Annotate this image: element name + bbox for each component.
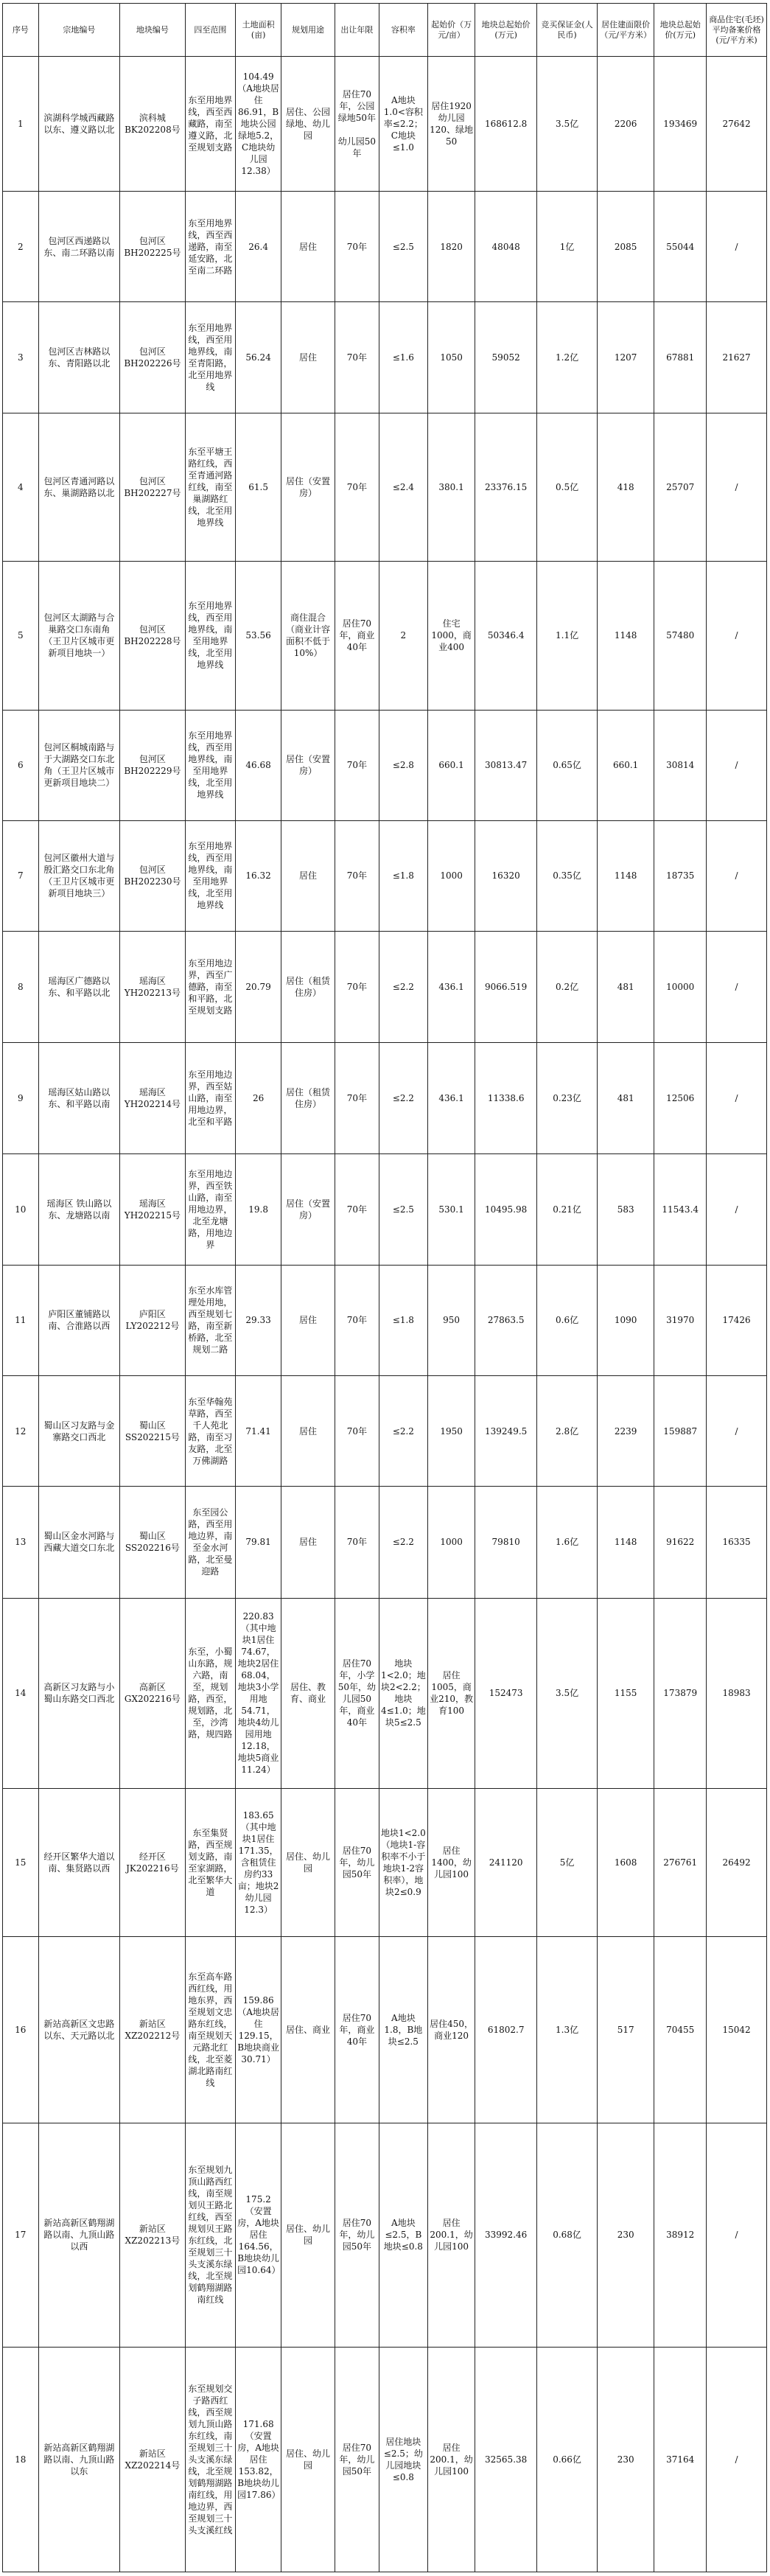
header-cell: 商品住宅(毛坯)平均备案价格(元/平方米) (707, 4, 767, 57)
land-location: 高新区习友路与小蜀山东路交口西北 (38, 1598, 120, 1788)
average-filing-price: / (707, 1043, 767, 1153)
transfer-term: 居住70年，幼儿园50年 (335, 2123, 379, 2348)
land-location: 庐阳区董铺路以南、合淮路以西 (38, 1265, 120, 1375)
price-cap: 230 (597, 2347, 654, 2572)
start-price-per-mu: 居住1920 幼儿园120、绿地50 (428, 57, 475, 192)
boundary-range: 东至规划九顶山路西红线，南至规划贝王路北红线，西至规划贝王路东红线，北至规划三十头支溪东绿线，北至规划鹤翔湖路南红线 (185, 2123, 236, 2348)
table-row (3, 192, 767, 302)
total-start-price: 241120 (475, 1789, 537, 1937)
start-price-per-mu: 1820 (428, 192, 475, 302)
total-start-price-2: 10000 (654, 931, 707, 1042)
transfer-term: 70年 (335, 302, 379, 413)
land-location: 蜀山区金水河路与西藏大道交口东北 (38, 1487, 120, 1598)
land-area: 171.68 （安置房，A地块居住153.82，B地块幼儿园17.86） (236, 2347, 281, 2572)
land-code: 新站区 XZ202214号 (120, 2347, 185, 2572)
land-location: 瑶海区 铁山路以东、龙塘路以南 (38, 1153, 120, 1265)
total-start-price-2: 70455 (654, 1937, 707, 2123)
plot-ratio: A地块1.0<容积率≤2.2；C地块≤1.0 (379, 57, 427, 192)
total-start-price: 59052 (475, 302, 537, 413)
land-auction-table (2, 3, 767, 2572)
total-start-price: 32565.38 (475, 2347, 537, 2572)
header-cell: 四至范围 (185, 4, 236, 57)
transfer-term: 70年 (335, 413, 379, 561)
price-cap: 2239 (597, 1376, 654, 1487)
price-cap: 481 (597, 1043, 654, 1153)
start-price-per-mu: 436.1 (428, 1043, 475, 1153)
table-row (3, 1937, 767, 2123)
land-area: 220.83 （其中地块1居住74.67，地块2居住68.04，地块3小学用地54.71，地块4幼儿园用地12.18，地块5商业11.24） (236, 1598, 281, 1788)
planned-use: 居住（租赁住房） (281, 1043, 335, 1153)
plot-ratio: ≤2.2 (379, 1487, 427, 1598)
table-row (3, 57, 767, 192)
land-location: 包河区桐城南路与于大湖路交口东北角（王卫片区城市更新项目地块二） (38, 710, 120, 820)
planned-use: 居住 (281, 192, 335, 302)
row-number: 10 (3, 1153, 39, 1265)
start-price-per-mu: 居住200.1，幼儿园100 (428, 2347, 475, 2572)
plot-ratio: ≤1.8 (379, 1265, 427, 1375)
average-filing-price: 21627 (707, 302, 767, 413)
start-price-per-mu: 居住1400，幼儿园100 (428, 1789, 475, 1937)
land-location: 新站高新区鹤翔湖路以南、九顶山路以东 (38, 2347, 120, 2572)
land-location: 包河区青通河路以东、巢湖路路以北 (38, 413, 120, 561)
plot-ratio: ≤2.2 (379, 1376, 427, 1487)
planned-use: 居住、幼儿园 (281, 2347, 335, 2572)
land-location: 新站高新区鹤翔湖路以南、九顶山路以西 (38, 2123, 120, 2348)
bid-deposit: 1亿 (537, 192, 598, 302)
total-start-price-2: 11543.4 (654, 1153, 707, 1265)
price-cap: 1207 (597, 302, 654, 413)
land-location: 新站高新区文忠路以东、天元路以北 (38, 1937, 120, 2123)
land-location: 包河区徽州大道与殷汇路交口东北角（王卫片区城市更新项目地块三） (38, 820, 120, 931)
planned-use: 居住（安置房） (281, 710, 335, 820)
land-location: 瑶海区姑山路以东、和平路以南 (38, 1043, 120, 1153)
land-code: 经开区 JK202216号 (120, 1789, 185, 1937)
planned-use: 居住（安置房） (281, 413, 335, 561)
header-cell: 地块编号 (120, 4, 185, 57)
transfer-term: 70年 (335, 192, 379, 302)
bid-deposit: 3.5亿 (537, 57, 598, 192)
row-number: 18 (3, 2347, 39, 2572)
bid-deposit: 1.2亿 (537, 302, 598, 413)
boundary-range: 东至用地界线，西至西藏路，南至遵义路，北至规划支路 (185, 57, 236, 192)
average-filing-price: / (707, 192, 767, 302)
total-start-price-2: 276761 (654, 1789, 707, 1937)
planned-use: 居住、教育、商业 (281, 1598, 335, 1788)
row-number: 8 (3, 931, 39, 1042)
land-location: 包河区吉林路以东、青阳路以北 (38, 302, 120, 413)
plot-ratio: 地块1<2.0；地块2<2.2；地块4≤1.0；地块5≤2.5 (379, 1598, 427, 1788)
bid-deposit: 2.8亿 (537, 1376, 598, 1487)
table-row (3, 1789, 767, 1937)
land-code: 包河区 BH202227号 (120, 413, 185, 561)
planned-use: 居住 (281, 302, 335, 413)
row-number: 1 (3, 57, 39, 192)
land-code: 瑶海区 YH202215号 (120, 1153, 185, 1265)
average-filing-price: / (707, 820, 767, 931)
table-body (3, 57, 767, 2572)
header-cell: 序号 (3, 4, 39, 57)
boundary-range: 东至用地边界，西至铁山路，南至用地边界，北至龙塘路，用地边界 (185, 1153, 236, 1265)
transfer-term: 居住70年，公园绿地50年 幼儿园50年 (335, 57, 379, 192)
row-number: 9 (3, 1043, 39, 1153)
land-code: 包河区 BH202230号 (120, 820, 185, 931)
transfer-term: 居住70年，幼儿园50年 (335, 1789, 379, 1937)
bid-deposit: 0.6亿 (537, 1265, 598, 1375)
land-area: 26 (236, 1043, 281, 1153)
transfer-term: 70年 (335, 931, 379, 1042)
planned-use: 居住、商业 (281, 1937, 335, 2123)
header-cell: 地块总起始价(万元) (654, 4, 707, 57)
header-cell: 居住建面限价（元/平方米） (597, 4, 654, 57)
table-row (3, 931, 767, 1042)
bid-deposit: 0.66亿 (537, 2347, 598, 2572)
average-filing-price: / (707, 1376, 767, 1487)
boundary-range: 东至规划交子路西红线，西至规划九顶山路东红线，南至规划三十头支溪东绿线，北至规划鹤翔湖路南红线，用地边界，西至规划三十头支溪红线 (185, 2347, 236, 2572)
average-filing-price: 17426 (707, 1265, 767, 1375)
total-start-price: 33992.46 (475, 2123, 537, 2348)
row-number: 13 (3, 1487, 39, 1598)
total-start-price-2: 193469 (654, 57, 707, 192)
planned-use: 商住混合（商业计容面积不低于10%） (281, 562, 335, 710)
boundary-range: 东至平塘王路红线，西至青通河路红线，南至巢湖路红线，北至用地界线 (185, 413, 236, 561)
transfer-term: 居住70年，商业40年 (335, 562, 379, 710)
price-cap: 481 (597, 931, 654, 1042)
plot-ratio: ≤2.5 (379, 1153, 427, 1265)
start-price-per-mu: 1000 (428, 820, 475, 931)
plot-ratio: 居住地块≤2.5；幼儿园地块≤0.8 (379, 2347, 427, 2572)
row-number: 11 (3, 1265, 39, 1375)
header-cell: 宗地编号 (38, 4, 120, 57)
row-number: 17 (3, 2123, 39, 2348)
row-number: 3 (3, 302, 39, 413)
total-start-price: 48048 (475, 192, 537, 302)
boundary-range: 东至用地边界，西至姑山路，南至用地边界，北至和平路 (185, 1043, 236, 1153)
plot-ratio: ≤2.8 (379, 710, 427, 820)
land-code: 包河区 BH202229号 (120, 710, 185, 820)
bid-deposit: 5亿 (537, 1789, 598, 1937)
total-start-price-2: 159887 (654, 1376, 707, 1487)
boundary-range: 东至用地界线，西至用地界线，南至用地界线，北至用地界线 (185, 562, 236, 710)
planned-use: 居住（安置房） (281, 1153, 335, 1265)
transfer-term: 居住70年，商业40年 (335, 1937, 379, 2123)
planned-use: 居住（租赁住房） (281, 931, 335, 1042)
plot-ratio: 地块1<2.0（地块1-容积率不小于地块1-2容积率），地块2≤0.9 (379, 1789, 427, 1937)
total-start-price: 30813.47 (475, 710, 537, 820)
transfer-term: 70年 (335, 710, 379, 820)
average-filing-price: / (707, 2123, 767, 2348)
price-cap: 1148 (597, 1487, 654, 1598)
land-area: 20.79 (236, 931, 281, 1042)
bid-deposit: 0.2亿 (537, 931, 598, 1042)
land-code: 庐阳区 LY202212号 (120, 1265, 185, 1375)
header-cell: 规划用途 (281, 4, 335, 57)
total-start-price: 27863.5 (475, 1265, 537, 1375)
table-row (3, 562, 767, 710)
land-area: 175.2 （安置房，A地块居住164.56，B地块幼儿园10.64） (236, 2123, 281, 2348)
total-start-price-2: 91622 (654, 1487, 707, 1598)
planned-use: 居住 (281, 1376, 335, 1487)
land-code: 包河区 BH202225号 (120, 192, 185, 302)
land-location: 瑶海区广德路以东、和平路以北 (38, 931, 120, 1042)
land-code: 高新区 GX202216号 (120, 1598, 185, 1788)
transfer-term: 70年 (335, 1153, 379, 1265)
boundary-range: 东至园公路，西至用地边界，南至金水河路，北至曼迎路 (185, 1487, 236, 1598)
table-row (3, 413, 767, 561)
header-cell: 出让年限 (335, 4, 379, 57)
price-cap: 1608 (597, 1789, 654, 1937)
transfer-term: 70年 (335, 820, 379, 931)
bid-deposit: 1.6亿 (537, 1487, 598, 1598)
total-start-price: 50346.4 (475, 562, 537, 710)
total-start-price-2: 12506 (654, 1043, 707, 1153)
average-filing-price: / (707, 931, 767, 1042)
land-area: 104.49 （A地块居住86.91，B地块公园绿地5.2，C地块幼儿园12.38） (236, 57, 281, 192)
planned-use: 居住、幼儿园 (281, 2123, 335, 2348)
bid-deposit: 0.68亿 (537, 2123, 598, 2348)
land-area: 159.86 （A地块居住129.15，B地块商业30.71） (236, 1937, 281, 2123)
bid-deposit: 0.23亿 (537, 1043, 598, 1153)
table-row (3, 1153, 767, 1265)
bid-deposit: 1.1亿 (537, 562, 598, 710)
price-cap: 1148 (597, 562, 654, 710)
boundary-range: 东至高车路西红线，用地东界，西至规划文忠路东红线，南至规划天元路北红线，北至菱湖北路南红线 (185, 1937, 236, 2123)
planned-use: 居住 (281, 1265, 335, 1375)
average-filing-price: / (707, 710, 767, 820)
land-area: 61.5 (236, 413, 281, 561)
row-number: 15 (3, 1789, 39, 1937)
bid-deposit: 0.5亿 (537, 413, 598, 561)
planned-use: 居住、幼儿园 (281, 1789, 335, 1937)
land-area: 16.32 (236, 820, 281, 931)
start-price-per-mu: 530.1 (428, 1153, 475, 1265)
plot-ratio: ≤1.6 (379, 302, 427, 413)
average-filing-price: / (707, 2347, 767, 2572)
bid-deposit: 1.3亿 (537, 1937, 598, 2123)
boundary-range: 东至水库管理处用地，西至规划七路，南至新桥路，北至规划二路 (185, 1265, 236, 1375)
row-number: 7 (3, 820, 39, 931)
land-code: 包河区 BH202226号 (120, 302, 185, 413)
header-cell: 容积率 (379, 4, 427, 57)
boundary-range: 东至华翰苑草路，西至千人苑北路，南至习友路，北至万佛湖路 (185, 1376, 236, 1487)
average-filing-price: 15042 (707, 1937, 767, 2123)
plot-ratio: ≤2.2 (379, 1043, 427, 1153)
table-row (3, 2347, 767, 2572)
total-start-price: 11338.6 (475, 1043, 537, 1153)
row-number: 12 (3, 1376, 39, 1487)
bid-deposit: 0.35亿 (537, 820, 598, 931)
bid-deposit: 0.21亿 (537, 1153, 598, 1265)
total-start-price-2: 37164 (654, 2347, 707, 2572)
table-row (3, 302, 767, 413)
table-row (3, 820, 767, 931)
plot-ratio: ≤2.4 (379, 413, 427, 561)
land-area: 53.56 (236, 562, 281, 710)
header-cell: 地块总起始价(万元) (475, 4, 537, 57)
start-price-per-mu: 436.1 (428, 931, 475, 1042)
land-area: 19.8 (236, 1153, 281, 1265)
header-cell: 起始价（万元/亩） (428, 4, 475, 57)
planned-use: 居住 (281, 1487, 335, 1598)
start-price-per-mu: 居住200.1，幼儿园100 (428, 2123, 475, 2348)
start-price-per-mu: 1000 (428, 1487, 475, 1598)
price-cap: 418 (597, 413, 654, 561)
table-row (3, 1043, 767, 1153)
total-start-price: 9066.519 (475, 931, 537, 1042)
average-filing-price: 18983 (707, 1598, 767, 1788)
plot-ratio: 2 (379, 562, 427, 710)
boundary-range: 东至，小蜀山东路，规六路，南至，规划路，西至，规划路，北至，沙湾路，规四路 (185, 1598, 236, 1788)
land-code: 滨科城 BK202208号 (120, 57, 185, 192)
plot-ratio: A地块≤2.5，B地块≤0.8 (379, 2123, 427, 2348)
total-start-price-2: 67881 (654, 302, 707, 413)
start-price-per-mu: 居住450，商业120 (428, 1937, 475, 2123)
bid-deposit: 0.65亿 (537, 710, 598, 820)
transfer-term: 居住70年，幼儿园50年 (335, 2347, 379, 2572)
header-cell: 土地面积(亩) (236, 4, 281, 57)
land-area: 56.24 (236, 302, 281, 413)
average-filing-price: 16335 (707, 1487, 767, 1598)
header-cell: 竞买保证金(人民币) (537, 4, 598, 57)
land-location: 滨湖科学城西藏路以东、遵义路以北 (38, 57, 120, 192)
average-filing-price: / (707, 413, 767, 561)
price-cap: 517 (597, 1937, 654, 2123)
total-start-price: 79810 (475, 1487, 537, 1598)
start-price-per-mu: 380.1 (428, 413, 475, 561)
transfer-term: 居住70年，小学50年，幼儿园50年，商业40年 (335, 1598, 379, 1788)
boundary-range: 东至集贤路，西至规划支路，南至家湖路，北至繁华大道 (185, 1789, 236, 1937)
row-number: 2 (3, 192, 39, 302)
plot-ratio: ≤1.8 (379, 820, 427, 931)
land-area: 29.33 (236, 1265, 281, 1375)
land-location: 包河区太湖路与合巢路交口东南角（王卫片区城市更新项目地块一） (38, 562, 120, 710)
price-cap: 660.1 (597, 710, 654, 820)
row-number: 5 (3, 562, 39, 710)
row-number: 6 (3, 710, 39, 820)
transfer-term: 70年 (335, 1043, 379, 1153)
boundary-range: 东至用地界线，西至用地界线，南至用地界线，北至用地界线 (185, 710, 236, 820)
transfer-term: 70年 (335, 1376, 379, 1487)
land-location: 包河区西递路以东、南二环路以南 (38, 192, 120, 302)
total-start-price: 16320 (475, 820, 537, 931)
boundary-range: 东至用地边界，西至广德路，南至和平路，北至规划支路 (185, 931, 236, 1042)
land-code: 瑶海区 YH202213号 (120, 931, 185, 1042)
total-start-price-2: 31970 (654, 1265, 707, 1375)
start-price-per-mu: 660.1 (428, 710, 475, 820)
land-code: 蜀山区 SS202216号 (120, 1487, 185, 1598)
land-code: 新站区 XZ202212号 (120, 1937, 185, 2123)
table-row (3, 2123, 767, 2348)
table-row (3, 1265, 767, 1375)
land-area: 79.81 (236, 1487, 281, 1598)
land-location: 蜀山区习友路与金寨路交口西北 (38, 1376, 120, 1487)
row-number: 16 (3, 1937, 39, 2123)
price-cap: 230 (597, 2123, 654, 2348)
start-price-per-mu: 950 (428, 1265, 475, 1375)
land-location: 经开区繁华大道以南、集贤路以西 (38, 1789, 120, 1937)
row-number: 4 (3, 413, 39, 561)
table-row (3, 1376, 767, 1487)
average-filing-price: 27642 (707, 57, 767, 192)
plot-ratio: ≤2.5 (379, 192, 427, 302)
total-start-price: 61802.7 (475, 1937, 537, 2123)
total-start-price: 10495.98 (475, 1153, 537, 1265)
total-start-price: 139249.5 (475, 1376, 537, 1487)
row-number: 14 (3, 1598, 39, 1788)
land-code: 新站区 XZ202213号 (120, 2123, 185, 2348)
table-row (3, 1598, 767, 1788)
boundary-range: 东至用地界线，西至西递路，南至延安路，北至南二环路 (185, 192, 236, 302)
total-start-price-2: 30814 (654, 710, 707, 820)
start-price-per-mu: 1050 (428, 302, 475, 413)
land-code: 包河区 BH202228号 (120, 562, 185, 710)
start-price-per-mu: 住宅1000，商业400 (428, 562, 475, 710)
start-price-per-mu: 1950 (428, 1376, 475, 1487)
land-code: 蜀山区 SS202215号 (120, 1376, 185, 1487)
plot-ratio: A地块1.8，B地块≤2.5 (379, 1937, 427, 2123)
land-area: 46.68 (236, 710, 281, 820)
bid-deposit: 3.5亿 (537, 1598, 598, 1788)
total-start-price-2: 38912 (654, 2123, 707, 2348)
price-cap: 2085 (597, 192, 654, 302)
land-area: 26.4 (236, 192, 281, 302)
table-row (3, 1487, 767, 1598)
land-area: 183.65 （其中地块1居住171.35，含租赁住房约33亩；地块2幼儿园12.3） (236, 1789, 281, 1937)
price-cap: 1148 (597, 820, 654, 931)
total-start-price-2: 57480 (654, 562, 707, 710)
transfer-term: 70年 (335, 1487, 379, 1598)
total-start-price-2: 25707 (654, 413, 707, 561)
total-start-price-2: 18735 (654, 820, 707, 931)
total-start-price: 23376.15 (475, 413, 537, 561)
table-row (3, 710, 767, 820)
price-cap: 2206 (597, 57, 654, 192)
boundary-range: 东至用地界线，西至用地界线，南至用地界线，北至用地界线 (185, 820, 236, 931)
average-filing-price: 26492 (707, 1789, 767, 1937)
transfer-term: 70年 (335, 1265, 379, 1375)
average-filing-price: / (707, 1153, 767, 1265)
planned-use: 居住 (281, 820, 335, 931)
land-code: 瑶海区 YH202214号 (120, 1043, 185, 1153)
header-row (3, 4, 767, 57)
start-price-per-mu: 居住1005，商业210，教育100 (428, 1598, 475, 1788)
average-filing-price: / (707, 562, 767, 710)
price-cap: 1090 (597, 1265, 654, 1375)
price-cap: 1155 (597, 1598, 654, 1788)
land-area: 71.41 (236, 1376, 281, 1487)
price-cap: 583 (597, 1153, 654, 1265)
plot-ratio: ≤2.2 (379, 931, 427, 1042)
planned-use: 居住、公园绿地、幼儿园 (281, 57, 335, 192)
total-start-price-2: 173879 (654, 1598, 707, 1788)
total-start-price-2: 55044 (654, 192, 707, 302)
total-start-price: 152473 (475, 1598, 537, 1788)
boundary-range: 东至用地界线，西至用地界线，南至青阳路，北至用地界线 (185, 302, 236, 413)
total-start-price: 168612.8 (475, 57, 537, 192)
